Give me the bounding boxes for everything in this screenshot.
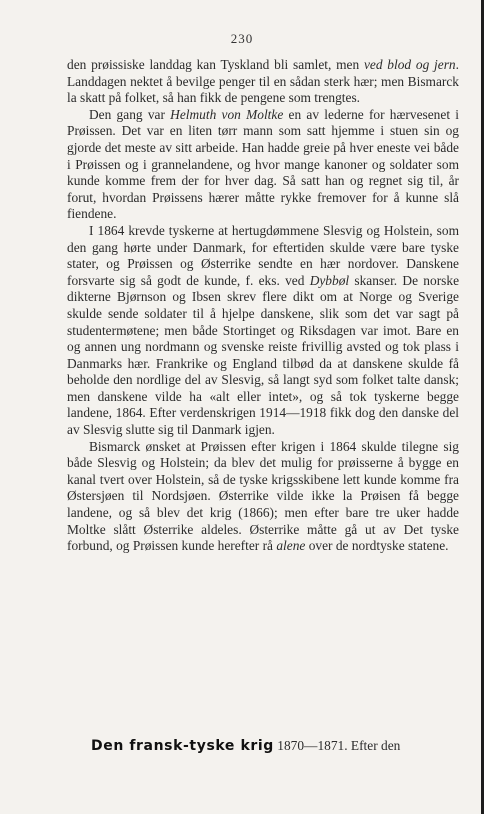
italic-word: alene [276, 538, 306, 554]
section-title: Den fransk-tyske krig [91, 738, 274, 754]
body-text [67, 57, 459, 555]
text-segment: Bismarck ønsket at Prøissen efter krigen i 1864 skulde tilegne sig både Slesvig og Holstein; da blev det mulig for prøisserne å bygge en kanal tvert over Holstein, så de tyske krigsskibene lett kunde komme fra Østersjøen til Nordsjøen. Østerrike vilde ikke la Prøisen få begge landene, og så blev det krig (1866); men efter bare tre uker hadde Moltke slått Østerrike aldeles. Østerrike måtte gå ut av Det tyske forbund, og Prøissen kunde herefter rå [67, 438, 459, 554]
page-number: 230 [230, 31, 254, 46]
section-title-continuation: 1870—1871. Efter den [273, 738, 401, 753]
section-heading-line [91, 738, 461, 754]
text-segment: . Landdagen nektet å bevilge penger til en sådan sterk hær; men Bismarck la skatt på folket, så han fikk de pengene som trengtes. [67, 57, 459, 106]
text-segment: over de nordtyske statene. [305, 538, 449, 554]
italic-place: Dybbøl [309, 272, 350, 288]
text-segment: skanser. De norske dikterne Bjørnson og Ibsen skrev flere dikt om at Norge og Sverige skulde sende soldater til å hjelpe danskene, slik som det var sagt på studentermøtene; men både Stortinget og Riksdagen var imot. Bare en og annen ung nordmann og svenske reiste frivillig avsted og tok plass i Danmarks hær. Frankrike og England tilbød da at danskene skulde få beholde den nordlige del av Slesvig, så langt syd som folket talte dansk; men danskene vilde ha «alt eller intet», og så tok tyskerne begge landene, 1864. Efter verdenskrigen 1914—1918 fikk dog den danske del av Slesvig slutte sig til Danmark igjen. [67, 272, 460, 438]
text-segment: Den gang var [89, 106, 171, 122]
paragraph-1 [67, 57, 459, 107]
text-segment: den prøissiske landdag kan Tyskland bli samlet, men [67, 57, 364, 72]
paragraph-2 [67, 107, 459, 223]
text-segment: I 1864 krevde tyskerne at hertugdømmene Slesvig og Holstein, som den gang hørte under Danmark, for eftertiden skulde være bare tyske stater, og Prøissen og Østerrike sendte en hær nordover. Danskene forsvarte sig så godt de kunde, f. eks. ved [67, 222, 459, 288]
italic-phrase: ved blod og jern [363, 57, 456, 72]
italic-name: Helmuth von Moltke [170, 106, 284, 122]
paragraph-3 [67, 223, 459, 439]
text-segment: en av lederne for hærvesenet i Prøissen. Det var en liten tørr mann som satt hjemme i stuen sin og gjorde det meste av sitt arbeide. Han hadde greie på hver eneste vei både i Prøissen og i grannelandene, og hvor mange kanoner og soldater som kunde komme frem der for hver dag. Så satt han og regnet sig til, år forut, hvordan Prøissens hærer måtte rykke fremover for å kunne slå fiendene. [67, 106, 460, 222]
paragraph-4 [67, 439, 459, 555]
